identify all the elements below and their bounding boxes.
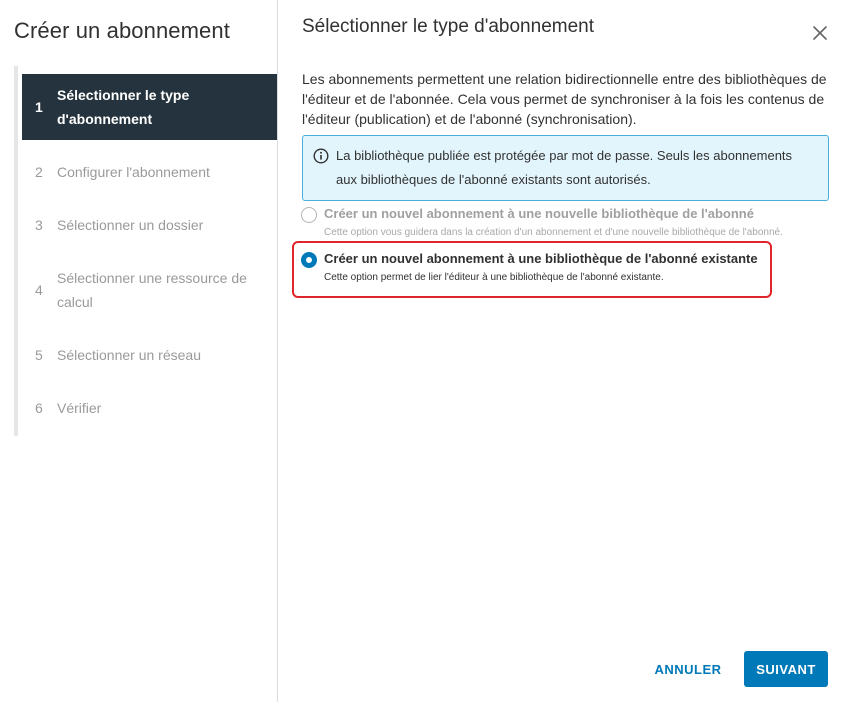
selection-highlight (292, 241, 772, 298)
step-label: Sélectionner le type d'abonnement (57, 87, 190, 127)
radio-new-subscriber-library (301, 207, 317, 223)
page-description: Les abonnements permettent une relation bidirectionnelle entre des bibliothèques de l'éditeur et de l'abonnée. Cela vous permet de synchroniser à la fois les contenus de l'éditeur (publication) et de l'abonné (synchronisation). (302, 71, 827, 127)
option-help: Cette option permet de lier l'éditeur à une bibliothèque de l'abonné existante. (324, 272, 664, 283)
option-help: Cette option vous guidera dans la création d'un abonnement et d'une nouvelle bibliothèque de l'abonné. (324, 227, 783, 238)
next-button[interactable]: SUIVANT (744, 651, 828, 687)
step-label: Configurer l'abonnement (57, 164, 210, 180)
option-new-subscriber-library (301, 204, 781, 240)
step-number: 4 (35, 282, 43, 298)
cancel-button[interactable]: ANNULER (654, 661, 722, 677)
step-label: Sélectionner un réseau (57, 347, 201, 363)
wizard-content (279, 0, 843, 702)
step-review (22, 396, 277, 420)
step-select-network (22, 343, 277, 367)
close-icon (811, 24, 829, 42)
info-alert (302, 135, 829, 201)
step-select-type[interactable] (22, 74, 277, 140)
step-label: Sélectionner un dossier (57, 217, 204, 233)
step-number: 6 (35, 400, 43, 416)
step-configure-subscription (22, 160, 277, 184)
step-select-compute-resource (22, 266, 277, 314)
step-number: 1 (35, 99, 43, 115)
info-icon (313, 148, 329, 164)
step-select-folder (22, 213, 277, 237)
close-button[interactable] (811, 24, 829, 42)
step-label: Vérifier (57, 400, 102, 416)
wizard-steps (14, 66, 278, 436)
step-number: 2 (35, 164, 43, 180)
option-label: Créer un nouvel abonnement à une bibliothèque de l'abonné existante (324, 251, 758, 266)
wizard-title: Créer un abonnement (14, 18, 230, 43)
step-number: 3 (35, 217, 43, 233)
page-title: Sélectionner le type d'abonnement (302, 16, 594, 37)
step-number: 5 (35, 347, 43, 363)
option-label: Créer un nouvel abonnement à une nouvelle bibliothèque de l'abonné (324, 206, 754, 221)
wizard-sidebar (0, 0, 278, 702)
step-label: Sélectionner une ressource de calcul (57, 270, 247, 310)
alert-text: La bibliothèque publiée est protégée par mot de passe. Seuls les abonnements aux bibliothèques de l'abonné existants sont autorisés. (336, 148, 793, 187)
